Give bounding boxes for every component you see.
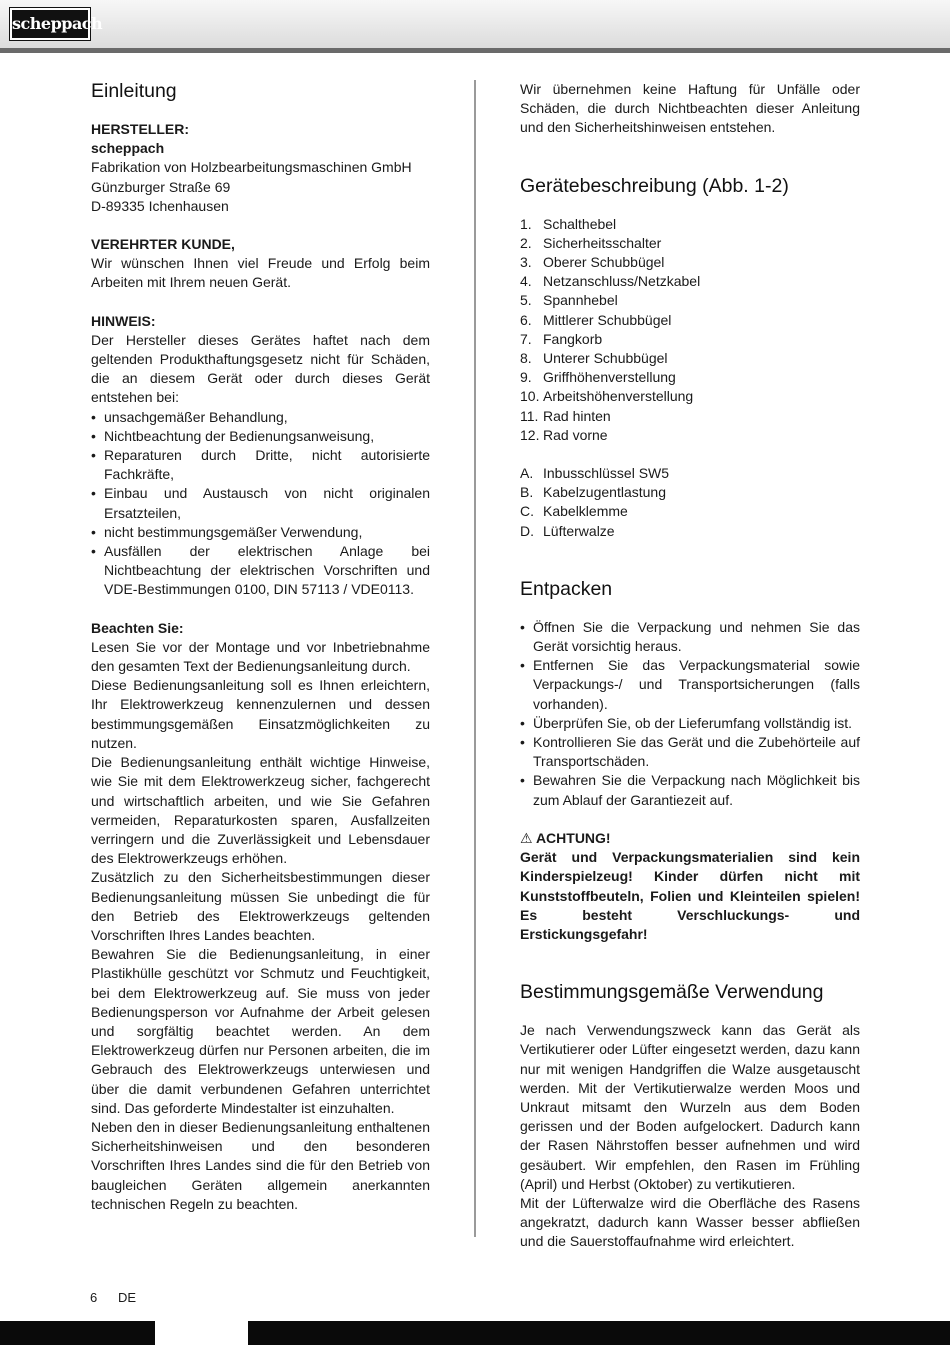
list-item: C. Kabelklemme (520, 503, 628, 520)
list-item: 10. Arbeitshöhenverstellung (520, 388, 694, 405)
list-item: 5. Spannhebel (520, 292, 618, 309)
warning-heading: ACHTUNG! (535, 829, 611, 846)
accessory-list (520, 464, 860, 541)
customer-text: Wir wünschen Ihnen viel Freude und Erfolg beim Arbeiten mit Ihrem neuen Gerät. (91, 255, 430, 291)
column-divider (474, 80, 476, 1237)
note-text: Der Hersteller dieses Gerätes haftet nach dem geltenden Produkthaftungsgesetz nicht für Schäden, die an diesem Gerät oder durch dieses Gerät entstehen bei: (91, 331, 430, 406)
list-item: • unsachgemäßer Behandlung, (91, 408, 430, 427)
list-item: 9. Griffhöhenverstellung (520, 369, 676, 386)
warning-triangle-icon: ⚠ (520, 829, 533, 846)
list-item: A. Inbusschlüssel SW5 (520, 465, 670, 482)
list-item: • Einbau und Austausch von nicht originalen Ersatzteilen, (91, 484, 430, 522)
note-heading: HINWEIS: (91, 312, 156, 329)
list-item: • Nichtbeachtung der Bedienungsanweisung, (91, 427, 430, 446)
header-divider (0, 48, 950, 53)
header-bar (0, 0, 950, 48)
warning-block (520, 829, 860, 944)
list-item: 1. Schalthebel (520, 215, 617, 232)
attention-heading: Beachten Sie: (91, 619, 184, 636)
attention-block (91, 619, 430, 1214)
paragraph: Lesen Sie vor der Montage und vor Inbetriebnahme den gesamten Text der Bedienungsanleitung durch. (91, 638, 430, 675)
section-title-einleitung: Einleitung (91, 80, 177, 102)
list-item: 11. Rad hinten (520, 407, 611, 424)
paragraph: Die Bedienungsanleitung enthält wichtige Hinweise, wie Sie mit dem Elektrowerkzeug sicher, fachgerecht und wirtschaftlich arbeiten, und wie Sie Gefahren vermeiden, Reparaturkosten sparen, Ausfallzeiten verringern und die Zuverlässigkeit und Lebensdauer des Elektrowerkzeugs erhöhen. (91, 754, 430, 867)
left-column (91, 80, 430, 1214)
section-title-geraetebeschreibung: Gerätebeschreibung (Abb. 1-2) (520, 174, 789, 197)
paragraph: Diese Bedienungsanleitung soll es Ihnen erleichtern, Ihr Elektrowerkzeug kennenzulernen und dessen bestimmungsgemäßen Einsatzmöglichkeiten zu nutzen. (91, 677, 430, 751)
right-column (520, 80, 860, 1252)
liability-text: Wir übernehmen keine Haftung für Unfälle oder Schäden, die durch Nichtbeachten dieser Anleitung und den Sicherheitshinweisen entstehen. (520, 81, 860, 136)
scheppach-logo: scheppach (10, 8, 90, 40)
list-item: 7. Fangkorb (520, 330, 603, 347)
manufacturer-heading: HERSTELLER: (91, 121, 189, 137)
list-item: • Kontrollieren Sie das Gerät und die Zubehörteile auf Transportschäden. (520, 733, 860, 771)
page-number: 6 (90, 1290, 98, 1305)
list-item: • Ausfällen der elektrischen Anlage bei Nichtbeachtung der elektrischen Vorschriften und VDE-Bestimmungen 0100, DIN 57113 / VDE0113. (91, 542, 430, 600)
manufacturer-line: D-89335 Ichenhausen (91, 197, 229, 214)
list-item: • Reparaturen durch Dritte, nicht autorisierte Fachkräfte, (91, 446, 430, 484)
list-item: 2. Sicherheitsschalter (520, 234, 662, 251)
list-item: • Überprüfen Sie, ob der Lieferumfang vollständig ist. (520, 714, 860, 733)
list-item: 4. Netzanschluss/Netzkabel (520, 273, 701, 290)
customer-heading: VEREHRTER KUNDE, (91, 236, 235, 253)
list-item: 8. Unterer Schubbügel (520, 350, 668, 367)
list-item: • Öffnen Sie die Verpackung und nehmen Sie das Gerät vorsichtig heraus. (520, 618, 860, 656)
customer-block (91, 235, 430, 293)
unpack-list (520, 618, 860, 810)
warning-heading-line (520, 829, 860, 848)
paragraph: Neben den in dieser Bedienungsanleitung enthaltenen Sicherheitshinweisen und den besonderen Vorschriften Ihres Landes sind die für den Betrieb von baugleichen Geräten allgemein anerkannten technischen Regeln zu beachten. (91, 1118, 430, 1212)
paragraph: Mit der Lüfterwalze wird die Oberfläche des Rasens angekratzt, dadurch kann Wasser besser abfließen und die Sauerstoffaufnahme wird erleichtert. (520, 1194, 860, 1250)
warning-text: Gerät und Verpackungsmaterialien sind kein Kinderspielzeug! Kinder dürfen nicht mit Kunststoffbeuteln, Folien und Kleinteilen spielen! Es besteht Verschluckungs- und Erstickungsgefahr! (520, 849, 860, 942)
paragraph: Zusätzlich zu den Sicherheitsbestimmungen dieser Bedienungsanleitung müssen Sie unbedingt die für den Betrieb des Elektrowerkzeugs geltenden Vorschriften Ihres Landes beachten. (91, 869, 430, 943)
list-item: • Bewahren Sie die Verpackung nach Möglichkeit bis zum Ablauf der Garantiezeit auf. (520, 771, 860, 809)
list-item: • nicht bestimmungsgemäßer Verwendung, (91, 523, 430, 542)
language-code: DE (118, 1290, 137, 1305)
footer-bar-left (0, 1321, 155, 1345)
section-title-verwendung: Bestimmungsgemäße Verwendung (520, 981, 824, 1004)
paragraph: Je nach Verwendungszweck kann das Gerät als Vertikutierer oder Lüfter eingesetzt werden, dazu kann nur mit wenigen Handgriffen die Walze ausgetauscht werden. Mit der Vertikutierwalze werden Moos und Unkraut mitsamt den Wurzeln aus dem Boden gerissen und der Boden aufgelockert. Dadurch kann der Rasen Nährstoffen besser aufnehmen und wird gesäubert. Wir empfehlen, den Rasen im Frühling (April) und Herbst (Oktober) zu vertikutieren. (520, 1022, 860, 1192)
manufacturer-block (91, 120, 430, 216)
footer-bar-right (248, 1321, 950, 1345)
section-title-entpacken: Entpacken (520, 577, 613, 600)
list-item: 3. Oberer Schubbügel (520, 254, 665, 271)
paragraph: Bewahren Sie die Bedienungsanleitung, in einer Plastikhülle geschützt vor Schmutz und Feuchtigkeit, bei dem Elektrowerkzeug auf. Sie muss von jeder Bedienungsperson vor Aufnahme der Arbeit gelesen und sorgfältig beachtet werden. An dem Elektrowerkzeug dürfen nur Personen arbeiten, die im Gebrauch des Elektrowerkzeugs unterwiesen und über die damit verbundenen Gefahren unterrichtet sind. Das geforderte Mindestalter ist einzuhalten. (91, 946, 430, 1116)
list-item: 12. Rad vorne (520, 426, 608, 443)
manufacturer-name: scheppach (91, 140, 165, 157)
list-item: • Entfernen Sie das Verpackungsmaterial sowie Verpackungs-/ und Transportsicherungen (falls vorhanden). (520, 656, 860, 714)
usage-block (520, 1021, 860, 1251)
note-list (91, 408, 430, 600)
manufacturer-line: Günzburger Straße 69 (91, 178, 231, 195)
list-item: D. Lüfterwalze (520, 522, 615, 539)
note-block (91, 312, 430, 600)
list-item: B. Kabelzugentlastung (520, 484, 666, 501)
device-parts-list (520, 215, 860, 445)
list-item: 6. Mittlerer Schubbügel (520, 311, 672, 328)
manufacturer-line: Fabrikation von Holzbearbeitungsmaschinen GmbH (91, 159, 412, 176)
